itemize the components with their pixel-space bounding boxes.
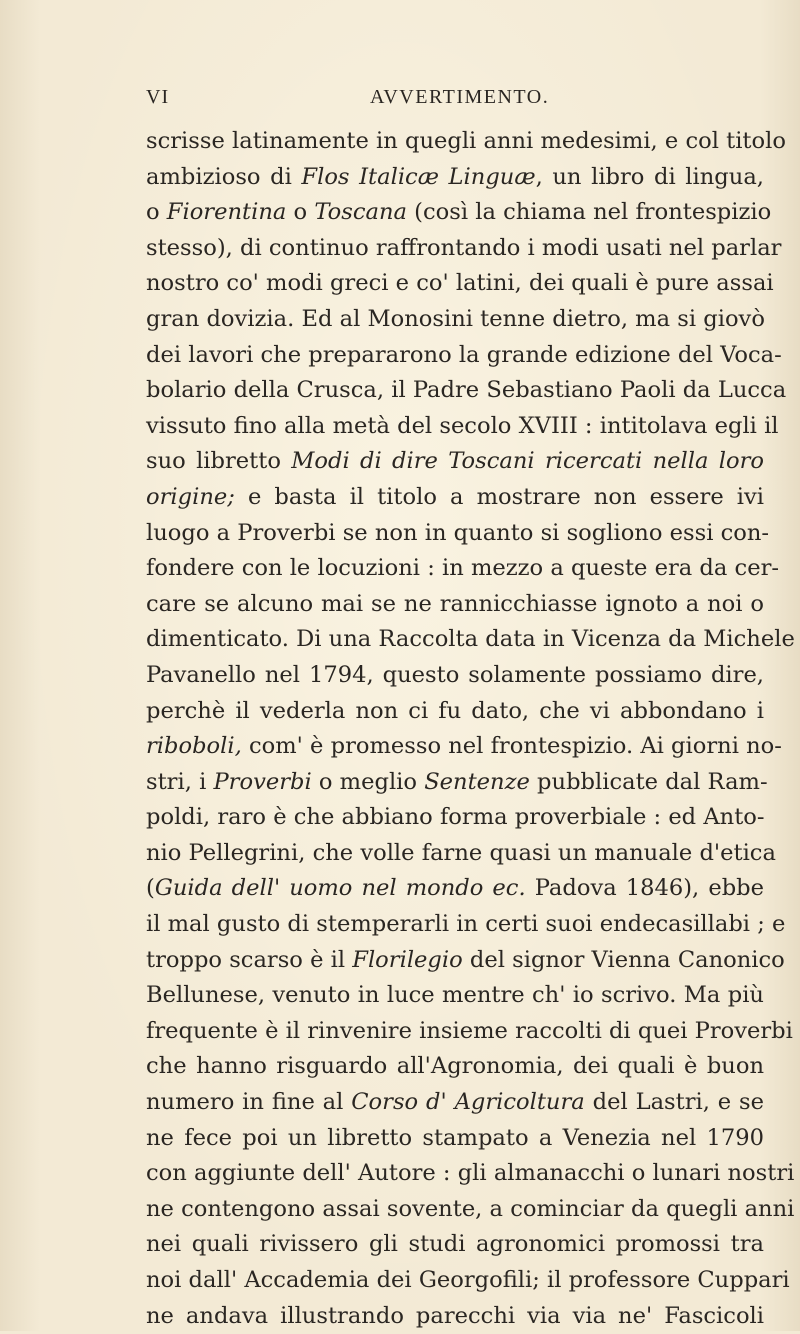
italic-text: Toscana [314, 199, 407, 226]
text-line [146, 516, 770, 552]
text-segment: poldi, raro è che abbiano forma proverbiale : ed Anto- [146, 804, 765, 831]
text-segment: ambizioso di [146, 163, 302, 190]
text-segment: Padova 1846), ebbe [525, 875, 764, 902]
page-number: VI [146, 86, 170, 108]
text-segment: pubblicate dal Ram- [529, 768, 768, 795]
text-segment: bolario della Crusca, il Padre Sebastiano Paoli da Lucca [146, 377, 787, 404]
italic-text: Proverbi [213, 768, 312, 795]
text-segment: del Lastri, e se [584, 1089, 765, 1116]
italic-text: Florilegio [352, 946, 463, 973]
text-line [146, 800, 764, 836]
text-line [146, 1014, 793, 1050]
text-segment: stri, i [146, 768, 214, 795]
text-line [146, 1263, 790, 1299]
italic-text: Sentenze [424, 768, 530, 795]
text-segment: Bellunese, venuto in luce mentre ch' io scrivo. Ma più [146, 982, 764, 1009]
text-segment: numero in fine al [146, 1089, 352, 1116]
text-segment: com' è promesso nel frontespizio. Ai giorni no- [241, 733, 782, 760]
text-segment: o [146, 199, 167, 226]
text-segment: perchè il vederla non ci fu dato, che vi abbondano i [146, 697, 764, 724]
text-line [146, 373, 787, 409]
text-line [146, 124, 786, 160]
text-line [146, 551, 780, 587]
text-segment: il mal gusto di stemperarli in certi suoi endecasillabi ; e [146, 911, 786, 938]
text-line [146, 1299, 764, 1334]
text-segment: luogo a Proverbi se non in quanto si sogliono essi con- [146, 519, 770, 546]
text-line [146, 231, 782, 267]
text-line [146, 907, 786, 943]
text-line [146, 302, 764, 338]
text-segment: fondere con le locuzioni : in mezzo a queste era da cer- [146, 555, 780, 582]
text-segment: dei lavori che prepararono la grande edizione del Voca- [146, 341, 782, 368]
italic-text: origine; [146, 483, 235, 510]
text-segment: (così la chiama nel frontespizio [407, 199, 772, 226]
body-text [146, 124, 795, 1334]
italic-text: Modi di dire Toscani ricercati nella loro [291, 448, 764, 475]
text-line [146, 444, 764, 480]
running-title: AVVERTIMENTO. [370, 86, 550, 108]
text-segment: con aggiunte dell' Autore : gli almanacchi o lunari nostri [146, 1160, 795, 1187]
text-line [146, 765, 768, 801]
text-segment: troppo scarso è il [146, 946, 353, 973]
text-segment: noi dall' Accademia dei Georgofili; il professore Cuppari [146, 1267, 790, 1293]
text-segment: frequente è il rinvenire insieme raccolti di quei Proverbi [146, 1017, 793, 1044]
text-segment: o meglio [311, 768, 425, 795]
text-line [146, 1156, 795, 1192]
text-line [146, 622, 795, 658]
text-segment: stesso), di continuo raffrontando i modi usati nel parlar [146, 234, 782, 261]
text-line [146, 480, 764, 516]
text-line [146, 1121, 764, 1157]
italic-text: Corso d' Agricoltura [351, 1089, 585, 1116]
text-segment: nei quali rivissero gli studi agronomici promossi tra [146, 1231, 764, 1258]
text-line [146, 729, 782, 765]
italic-text: Guida dell' uomo nel mondo ec. [154, 875, 526, 902]
text-segment: gran dovizia. Ed al Monosini tenne dietro, ma si giovò [146, 305, 765, 332]
text-segment: dimenticato. Di una Raccolta data in Vicenza da Michele [146, 626, 795, 653]
text-segment: o [286, 199, 315, 226]
text-segment: nostro co' modi greci e co' latini, dei quali è pure assai [146, 270, 774, 297]
text-segment: Pavanello nel 1794, questo solamente possiamo dire, [146, 661, 764, 688]
text-segment: ne andava illustrando parecchi via via ne' Fascicoli [146, 1302, 764, 1329]
text-line [146, 195, 772, 231]
italic-text: riboboli, [146, 733, 242, 760]
text-segment: del signor Vienna Canonico [462, 946, 785, 973]
text-segment: suo libretto [146, 448, 292, 475]
text-segment: ( [146, 875, 155, 902]
text-segment: ne fece poi un libretto stampato a Venezia nel 1790 [146, 1124, 764, 1151]
text-segment: ne contengono assai sovente, a cominciar da quegli anni [146, 1195, 795, 1222]
text-segment: , un libro di lingua, [535, 163, 764, 190]
text-line [146, 587, 764, 623]
text-segment: che hanno risguardo all'Agronomia, dei quali è buon [146, 1053, 764, 1080]
text-line [146, 836, 776, 872]
text-line [146, 1192, 795, 1228]
text-line [146, 978, 764, 1014]
text-line [146, 338, 782, 374]
text-line [146, 694, 764, 730]
text-line [146, 266, 774, 302]
running-header [146, 86, 756, 116]
text-line [146, 658, 764, 694]
italic-text: Flos Italicæ Linguæ [301, 163, 536, 190]
text-segment: nio Pellegrini, che volle farne quasi un manuale d'etica [146, 839, 776, 866]
text-line [146, 409, 779, 445]
text-line [146, 160, 764, 196]
text-segment: e basta il titolo a mostrare non essere ivi [234, 483, 764, 510]
text-segment: care se alcuno mai se ne rannicchiasse ignoto a noi o [146, 590, 764, 617]
text-line [146, 871, 764, 907]
italic-text: Fiorentina [166, 199, 287, 226]
text-segment: scrisse latinamente in quegli anni medesimi, e col titolo [146, 128, 786, 154]
text-line [146, 1085, 764, 1121]
text-line [146, 943, 785, 979]
text-segment: vissuto fino alla metà del secolo XVIII : intitolava egli il [146, 412, 779, 439]
text-line [146, 1049, 764, 1085]
text-line [146, 1227, 764, 1263]
